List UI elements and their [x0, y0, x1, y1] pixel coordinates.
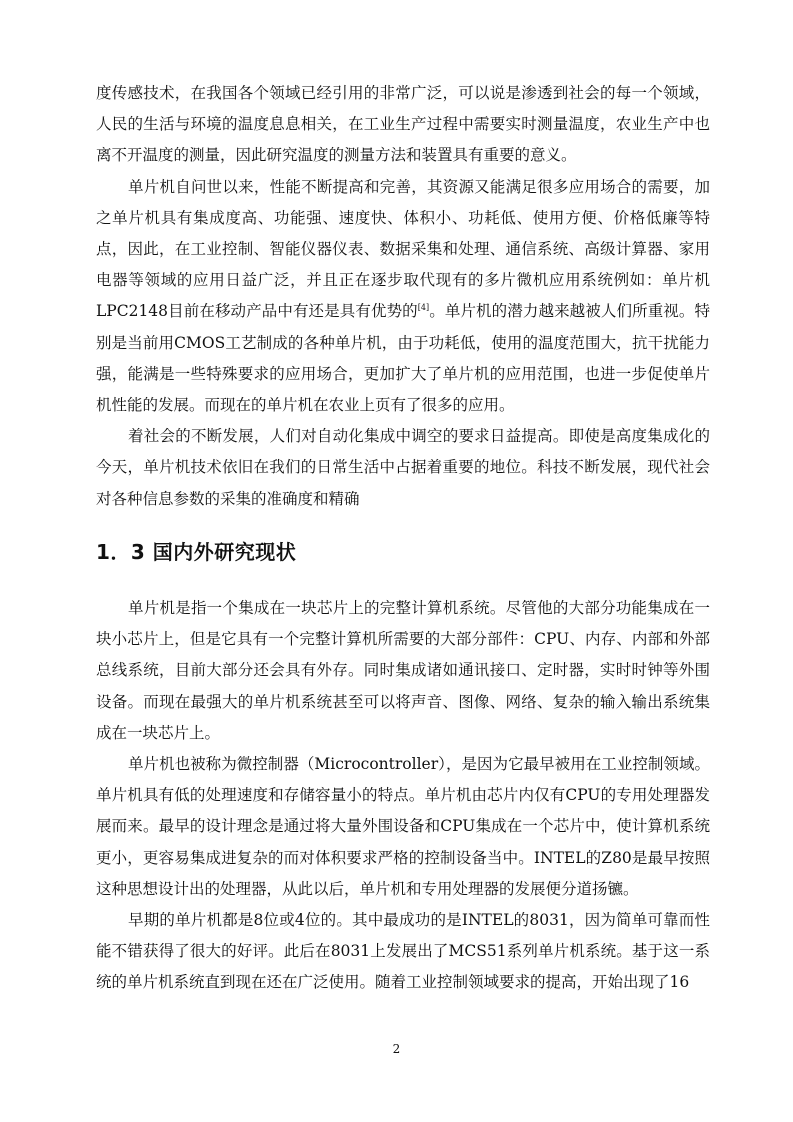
- paragraph-mcu-definition: 单片机是指一个集成在一块芯片上的完整计算机系统。尽管他的大部分功能集成在一块小芯片上，但是它具有一个完整计算机所需要的大部分部件：CPU、内存、内部和外部总线系统，目前大部分还会具有外存。同时集成诸如通讯接口、定时器，实时时钟等外围设备。而现在最强大的单片机系统甚至可以将声音、图像、网络、复杂的输入输出系统集成在一块芯片上。: [96, 599, 710, 742]
- paragraph-mcu-performance-part1: 单片机自问世以来，性能不断提高和完善，其资源又能满足很多应用场合的需要，加之单片机具有集成度高、功能强、速度快、体积小、功耗低、使用方便、价格低廉等特点，因此，在工业控制、智能仪器仪表、数据采集和处理、通信系统、高级计算器、家用电器等领域的应用日益广泛，并且正在逐步取代现有的多片微机应用系统例如：单片机LPC2148目前在移动产品中有还是具有优势的: [96, 177, 710, 321]
- paragraph-social-development: 着社会的不断发展，人们对自动化集成中调空的要求日益提高。即使是高度集成化的今天，单片机技术依旧在我们的日常生活中占据着重要的地位。科技不断发展，现代社会对各种信息参数的采集的准确度和精确: [96, 427, 710, 508]
- section-research-status-text: [96, 593, 710, 999]
- paragraph-microcontroller-history: 单片机也被称为微控制器（Microcontroller），是因为它最早被用在工业控制领域。单片机具有低的处理速度和存储容量小的特点。单片机由芯片内仅有CPU的专用处理器发展而来。最早的设计理念是通过将大量外围设备和CPU集成在一个芯片中，使计算机系统更小，更容易集成进复杂的而对体积要求严格的控制设备当中。INTEL的Z80是最早按照这种思想设计出的处理器，从此以后，单片机和专用处理器的发展便分道扬镳。: [96, 755, 710, 898]
- section-heading: 1．3 国内外研究现状: [96, 540, 297, 564]
- paragraph-mcu-performance-part2: 。单片机的潜力越来越被人们所重视。特别是当前用CMOS工艺制成的各种单片机，由于功耗低，使用的温度范围大，抗干扰能力强，能满是一些特殊要求的应用场合，更加扩大了单片机的应用范围，也进一步促使单片机性能的发展。而现在的单片机在农业上页有了很多的应用。: [96, 302, 710, 415]
- citation-reference: [4]: [417, 303, 430, 313]
- paragraph-temperature-sensing: 度传感技术，在我国各个领域已经引用的非常广泛，可以说是渗透到社会的每一个领域，人民的生活与环境的温度息息相关，在工业生产过程中需要实时测量温度，农业生产中也离不开温度的测量，因此研究温度的测量方法和装置具有重要的意义。: [96, 84, 710, 165]
- paragraph-early-mcu: 早期的单片机都是8位或4位的。其中最成功的是INTEL的8031，因为简单可靠而性能不错获得了很大的好评。此后在8031上发展出了MCS51系列单片机系统。基于这一系统的单片机系统直到现在还在广泛使用。随着工业控制领域要求的提高，开始出现了16: [96, 911, 710, 992]
- page-number: 2: [392, 1042, 401, 1056]
- section-intro-text: [96, 78, 710, 515]
- paragraph-mcu-performance: [96, 172, 710, 422]
